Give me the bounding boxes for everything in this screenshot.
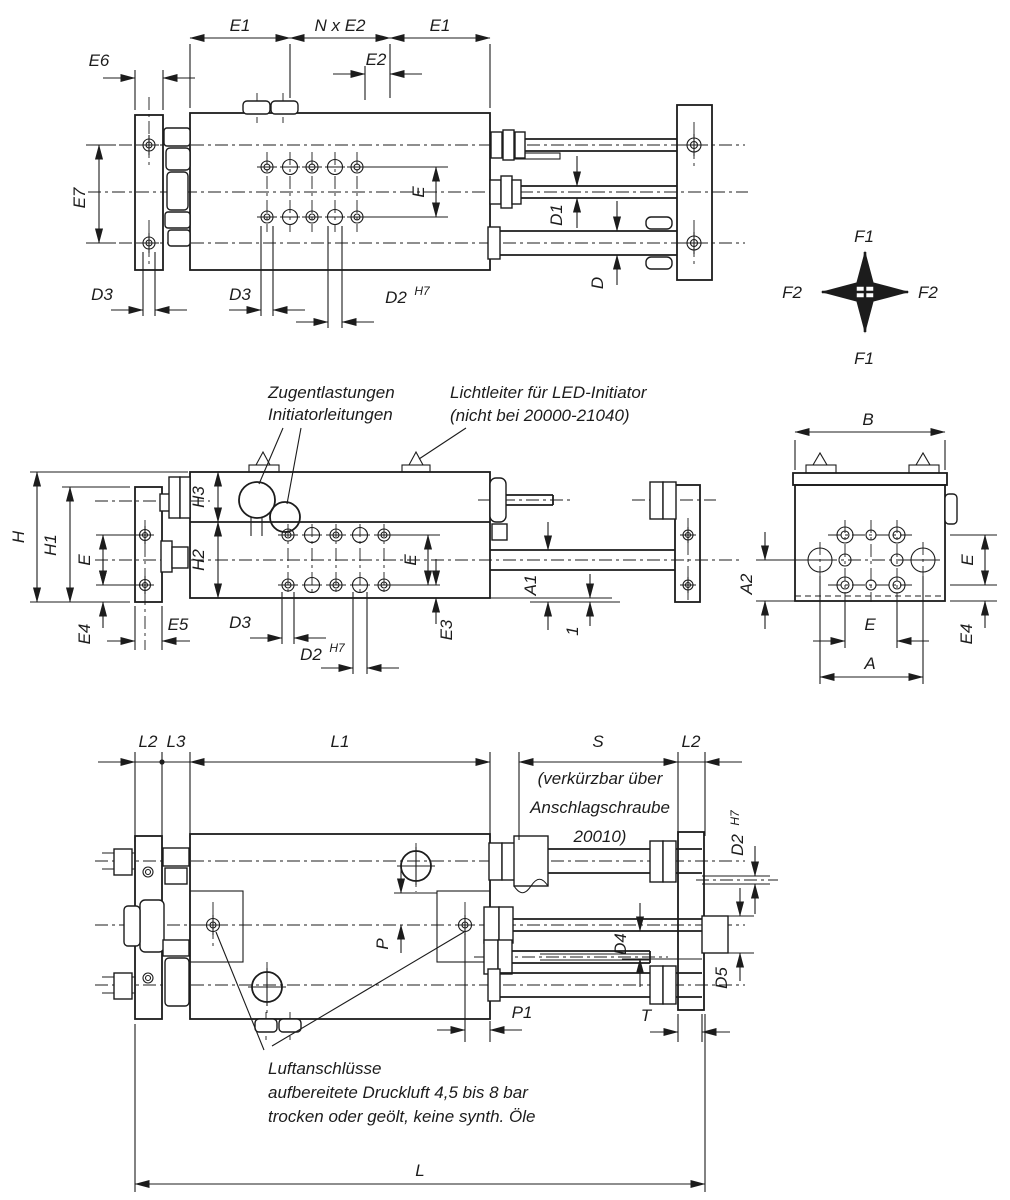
dim-label-l2-left: L2 <box>138 732 158 751</box>
dim-label-b: B <box>862 410 874 429</box>
dim-label-e7: E7 <box>70 187 89 209</box>
stroke-break-symbol <box>514 836 548 893</box>
side-view <box>737 410 997 684</box>
dim-label-e1-left: E1 <box>229 16 251 35</box>
dim-label-p1: P1 <box>511 1003 533 1022</box>
side-hole-pattern <box>806 527 937 593</box>
plate-holes <box>139 135 159 253</box>
dim-label-l3: L3 <box>166 732 186 751</box>
dim-label-l: L <box>415 1161 425 1180</box>
note-light-guide-line1: Lichtleiter für LED-Initiator <box>450 383 647 402</box>
force-label-f2-right: F2 <box>918 283 938 302</box>
dim-label-a1: A1 <box>521 574 540 596</box>
note-s-line2: Anschlagschraube <box>530 798 670 817</box>
dim-label-d1: D1 <box>547 204 566 226</box>
dim-label-d4: D4 <box>611 933 630 955</box>
dim-label-e1-right: E1 <box>429 16 451 35</box>
dim-label-e6: E6 <box>88 51 110 70</box>
note-strain-relief-line2: Initiatorleitungen <box>268 405 393 424</box>
dim-label-a2: A2 <box>737 573 756 595</box>
dim-label-one: 1 <box>563 626 582 636</box>
note-s-line1: (verkürzbar über <box>537 769 663 788</box>
dim-label-d2-tol-front: H7 <box>329 641 345 655</box>
note-light-guide-line2: (nicht bei 20000-21040) <box>450 406 630 425</box>
dim-label-e-mid: E <box>401 554 420 566</box>
dim-label-t: T <box>640 1006 652 1025</box>
dim-label-h1: H1 <box>41 534 60 556</box>
dim-label-e: E <box>409 186 428 198</box>
dim-label-d3-front: D3 <box>229 613 251 632</box>
dim-label-a: A <box>864 654 876 673</box>
dim-label-d2-bottom: D2 <box>728 834 747 856</box>
dim-label-d: D <box>588 276 607 290</box>
dim-label-nxe2: N x E2 <box>314 16 366 35</box>
dim-label-e4-right: E4 <box>957 623 976 645</box>
force-label-f1-bottom: F1 <box>854 349 874 368</box>
note-s-line3: 20010) <box>573 827 627 846</box>
front-view <box>9 383 742 674</box>
dim-label-d2-tol: H7 <box>414 284 430 298</box>
note-air-line2: aufbereitete Druckluft 4,5 bis 8 bar <box>268 1083 528 1102</box>
dim-label-e-right: E <box>958 554 977 566</box>
dim-label-d3-holes: D3 <box>229 285 251 304</box>
dim-label-p: P <box>373 938 392 950</box>
dim-label-e5: E5 <box>167 615 189 634</box>
dim-label-d2-tol-bottom: H7 <box>728 810 742 826</box>
dim-label-e2: E2 <box>365 50 387 69</box>
note-strain-relief-line1: Zugentlastungen <box>268 383 395 402</box>
dim-label-d2-front: D2 <box>300 645 322 664</box>
dim-label-l1: L1 <box>330 732 350 751</box>
dim-label-s: S <box>592 732 604 751</box>
dim-label-e3: E3 <box>437 619 456 641</box>
front-view-dimensions <box>9 472 620 674</box>
dim-label-d3-plate: D3 <box>91 285 113 304</box>
dim-label-l2-right: L2 <box>681 732 701 751</box>
force-label-f2-left: F2 <box>782 283 802 302</box>
side-view-dimensions <box>737 410 997 684</box>
note-air-line3: trocken oder geölt, keine synth. Öle <box>268 1107 536 1126</box>
dim-label-d2: D2 <box>385 288 407 307</box>
dim-label-e-left: E <box>75 554 94 566</box>
dim-label-e-bottom: E <box>864 615 876 634</box>
dim-label-h3: H3 <box>189 486 208 508</box>
dim-label-h2: H2 <box>189 549 208 571</box>
dim-label-d5: D5 <box>712 967 731 989</box>
top-view-dimensions <box>70 16 617 328</box>
dim-label-h: H <box>9 530 28 544</box>
top-view <box>70 16 748 328</box>
bottom-view <box>95 732 778 1192</box>
dim-label-e4-left: E4 <box>75 623 94 645</box>
force-label-f1-top: F1 <box>854 227 874 246</box>
force-direction-diagram <box>782 227 938 368</box>
note-air-line1: Luftanschlüsse <box>268 1059 382 1078</box>
